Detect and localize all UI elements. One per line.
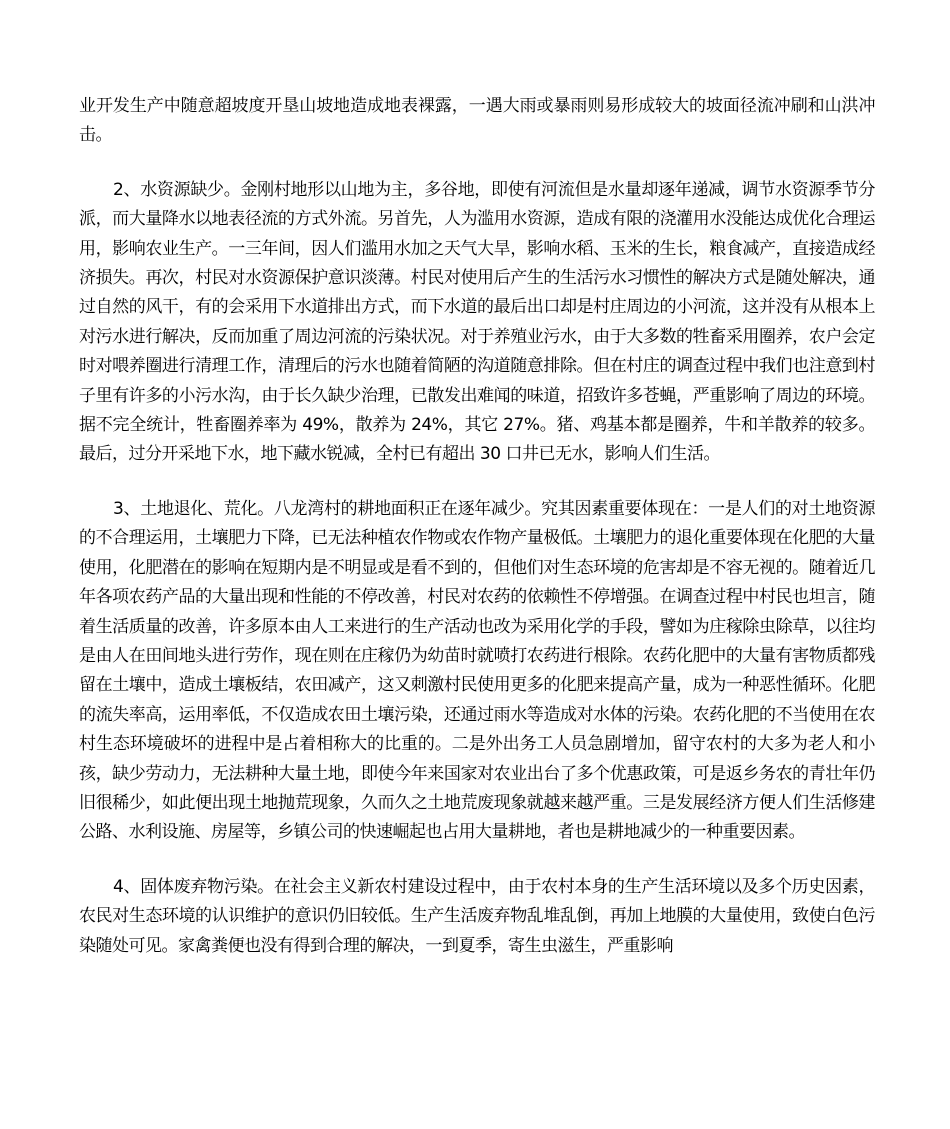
paragraph-solid-waste: 4、固体废弃物污染。在社会主义新农村建设过程中，由于农村本身的生产生活环境以及多个历史因素，农民对生态环境的认识维护的意识仍旧较低。生产生活废弃物乱堆乱倒，再加上地膜的大量使用，致使白色污染随处可见。家禽粪便也没有得到合理的解决，一到夏季，寄生虫滋生，严重影响	[79, 876, 875, 956]
paragraph-continuation: 业开发生产中随意超坡度开垦山坡地造成地表裸露，一遇大雨或暴雨则易形成较大的坡面径流冲刷和山洪冲击。	[79, 96, 875, 146]
document-page	[79, 92, 875, 986]
paragraph-land-degradation: 3、土地退化、荒化。八龙湾村的耕地面积正在逐年减少。究其因素重要体现在：一是人们的对土地资源的不合理运用，土壤肥力下降，已无法种植农作物或农作物产量极低。土壤肥力的退化重要体现在化肥的大量使用，化肥潜在的影响在短期内是不明显或是看不到的，但他们对生态环境的危害却是不容无视的。随着近几年各项农药产品的大量出现和性能的不停改善，村民对农药的依赖性不停增强。在调查过程中村民也坦言，随着生活质量的改善，许多原本由人工来进行的生产活动也改为采用化学的手段，譬如为庄稼除虫除草，以往均是由人在田间地头进行劳作，现在则在庄稼仍为幼苗时就喷打农药进行根除。农药化肥中的大量有害物质都残留在土壤中，造成土壤板结，农田减产，这又刺激村民使用更多的化肥来提高产量，成为一种恶性循环。化肥的流失率高，运用率低，不仅造成农田土壤污染，还通过雨水等造成对水体的污染。农药化肥的不当使用在农村生态环境破坏的进程中是占着相称大的比重的。二是外出务工人员急剧增加，留守农村的大多为老人和小孩，缺少劳动力，无法耕种大量土地，即使今年来国家对农业出台了多个优惠政策，可是返乡务农的青壮年仍旧很稀少，如此便出现土地抛荒现象，久而久之土地荒废现象就越来越严重。三是发展经济方便人们生活修建公路、水利设施、房屋等，乡镇公司的快速崛起也占用大量耕地，者也是耕地减少的一种重要因素。	[79, 498, 875, 843]
paragraph-water-shortage: 2、水资源缺少。金刚村地形以山地为主，多谷地，即使有河流但是水量却逐年递减，调节水资源季节分派，而大量降水以地表径流的方式外流。另首先，人为滥用水资源，造成有限的浇灌用水没能达成优化合理运用，影响农业生产。一三年间，因人们滥用水加之天气大旱，影响水稻、玉米的生长，粮食减产，直接造成经济损失。再次，村民对水资源保护意识淡薄。村民对使用后产生的生活污水习惯性的解决方式是随处解决，通过自然的风干，有的会采用下水道排出方式，而下水道的最后出口却是村庄周边的小河流，这并没有从根本上对污水进行解决，反而加重了周边河流的污染状况。对于养殖业污水，由于大多数的牲畜采用圈养，农户会定时对喂养圈进行清理工作，清理后的污水也随着简陋的沟道随意排除。但在村庄的调查过程中我们也注意到村子里有许多的小污水沟，由于长久缺少治理，已散发出难闻的味道，招致许多苍蝇，严重影响了周边的环境。据不完全统计，牲畜圈养率为 49%，散养为 24%，其它 27%。猪、鸡基本都是圈养，牛和羊散养的较多。最后，过分开采地下水，地下藏水锐减，全村已有超出 30 口井已无水，影响人们生活。	[79, 179, 875, 465]
